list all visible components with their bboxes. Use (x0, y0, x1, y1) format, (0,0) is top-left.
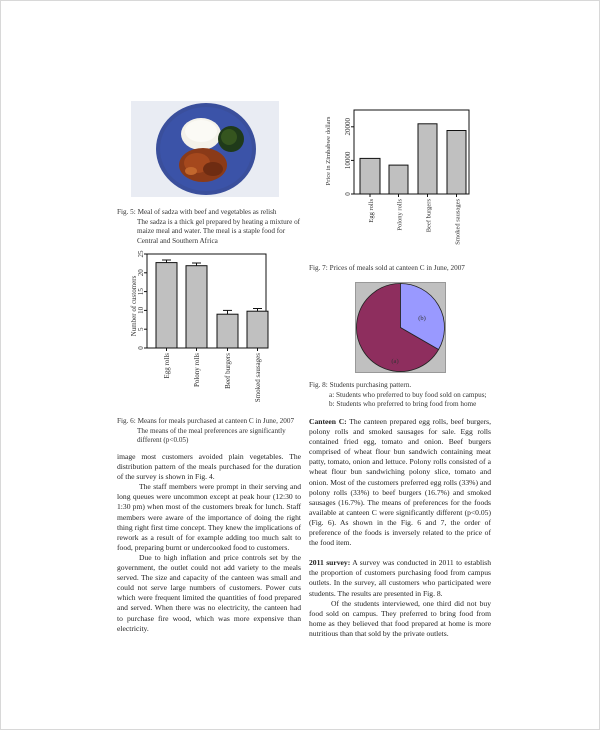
svg-text:15: 15 (137, 288, 145, 296)
fig6-caption-title: Fig. 6: Means for meals purchased at canteen C in June, 2007 (117, 417, 295, 425)
fig7-bar-chart (319, 101, 479, 261)
svg-text:25: 25 (137, 250, 145, 258)
survey-heading: 2011 survey: (309, 558, 351, 568)
canteen-c-heading: Canteen C: (309, 417, 347, 426)
svg-text:(a): (a) (391, 358, 399, 365)
svg-text:Polony rolls: Polony rolls (193, 353, 201, 388)
left-column-text (117, 452, 301, 634)
svg-text:Smoked sausages: Smoked sausages (254, 353, 262, 403)
svg-text:10000: 10000 (344, 151, 352, 170)
fig7-caption (309, 264, 499, 274)
svg-text:Beef burgers: Beef burgers (224, 353, 232, 389)
paragraph: Of the students interviewed, one third did not buy food sold on campus. They preferred to bring food from home as they believed that food prepared at home is more nutritious than that sold by the private outlets. (309, 598, 491, 638)
svg-text:20: 20 (137, 269, 145, 277)
svg-text:0: 0 (344, 192, 352, 196)
fig6-y-axis-label: Number of customers (130, 275, 138, 337)
fig6-y-ticks (137, 250, 147, 350)
svg-text:Egg rolls: Egg rolls (163, 353, 171, 379)
fig7-caption-title: Fig. 7: Prices of meals sold at canteen C in June, 2007 (309, 264, 465, 272)
paragraph: 2011 survey: A survey was conducted in 2011 to establish the proportion of customers purchasing food from campus outlets. In the survey, all customers who participated were students. The results are presented in Fig. 8. (309, 558, 491, 598)
fig5-caption-body: The sadza is a thick gel prepared by heating a mixture of maize meal and water. The meal is a staple food for Central and Southern Africa (137, 217, 301, 245)
fig5-caption (117, 208, 302, 246)
right-column-text (309, 417, 491, 639)
fig8-caption-title: Fig. 8: Students purchasing pattern. (309, 381, 412, 389)
paragraph: Due to high inflation and price controls set by the government, the outlet could not add variety to the meals served. The size and capacity of the canteen was small and could not serve large numbers of customers. Power cuts which were frequent limited the quantities of food prepared and served. When there was no electricity, the canteen had to purchase fire wood, which was more expensive than electricity. (117, 552, 301, 633)
paragraph: Canteen C: The canteen prepared egg rolls, beef burgers, polony rolls and smoked sausages for sale. Egg rolls contained fried egg, tomato and onion. Beef burgers comprised of wheat flour bun sandwich containing meat patty, tomato, onion and lettuce. Polony rolls consisted of a wheat flour bun sandwiching polony slice, tomato and onion. Most of the customers preferred egg rolls (33%) and polony rolls (33%) to beef burgers (16.7%) and smoked sausages (16.7%). The means of preferences for the foods available at canteen C were significantly different (p<0.05) (Fig. 6). As shown in the Fig. 6 and 7, the order of preference of the foods is inversely related to the price of the food item. (309, 417, 491, 548)
fig6-x-ticks (163, 348, 262, 402)
paragraph: image most customers avoided plain vegetables. The distribution pattern of the meals purchased for the duration of the survey is shown in Fig. 4. (117, 452, 301, 482)
fig8-pie-chart (355, 282, 446, 373)
svg-text:20000: 20000 (344, 118, 352, 136)
fig8-caption-a: a: Students who preferred to buy food sold on campus; (329, 390, 487, 399)
svg-text:(b): (b) (418, 315, 426, 322)
svg-text:10: 10 (137, 306, 145, 314)
fig7-x-ticks (368, 194, 462, 245)
svg-text:5: 5 (137, 327, 145, 331)
fig7-bars (360, 124, 466, 194)
fig6-caption (117, 417, 302, 446)
svg-text:Polony rolls: Polony rolls (396, 199, 404, 231)
fig8-caption-b: b: Students who preferred to bring food from home (329, 400, 477, 409)
svg-text:0: 0 (137, 346, 145, 350)
fig6-bar-chart (117, 246, 282, 406)
paragraph: The staff members were prompt in their serving and long queues were uncommon except at peak hour (12:30 to 1:30 pm) when most of the customers break for lunch. Staff members were aware of the importance of doing the right thing right first time concept. They knew the implications of rework as a result of for example adding too much salt to food, preparing burnt or undercooked food to customers. (117, 482, 301, 552)
svg-text:Smoked sausages: Smoked sausages (454, 199, 462, 245)
fig7-y-ticks (344, 118, 354, 196)
meal-photo (131, 101, 279, 197)
svg-text:Beef burgers: Beef burgers (425, 199, 433, 233)
svg-text:Egg rolls: Egg rolls (368, 199, 375, 223)
fig6-bars (156, 260, 268, 348)
fig5-caption-title: Fig. 5: Meal of sadza with beef and vegetables as relish (117, 208, 277, 216)
fig6-caption-body: The means of the meal preferences are significantly different (p<0.05) (137, 426, 286, 445)
fig8-caption (309, 381, 501, 410)
fig7-y-axis-label: Price in Zimbabwe dollars (325, 116, 332, 186)
